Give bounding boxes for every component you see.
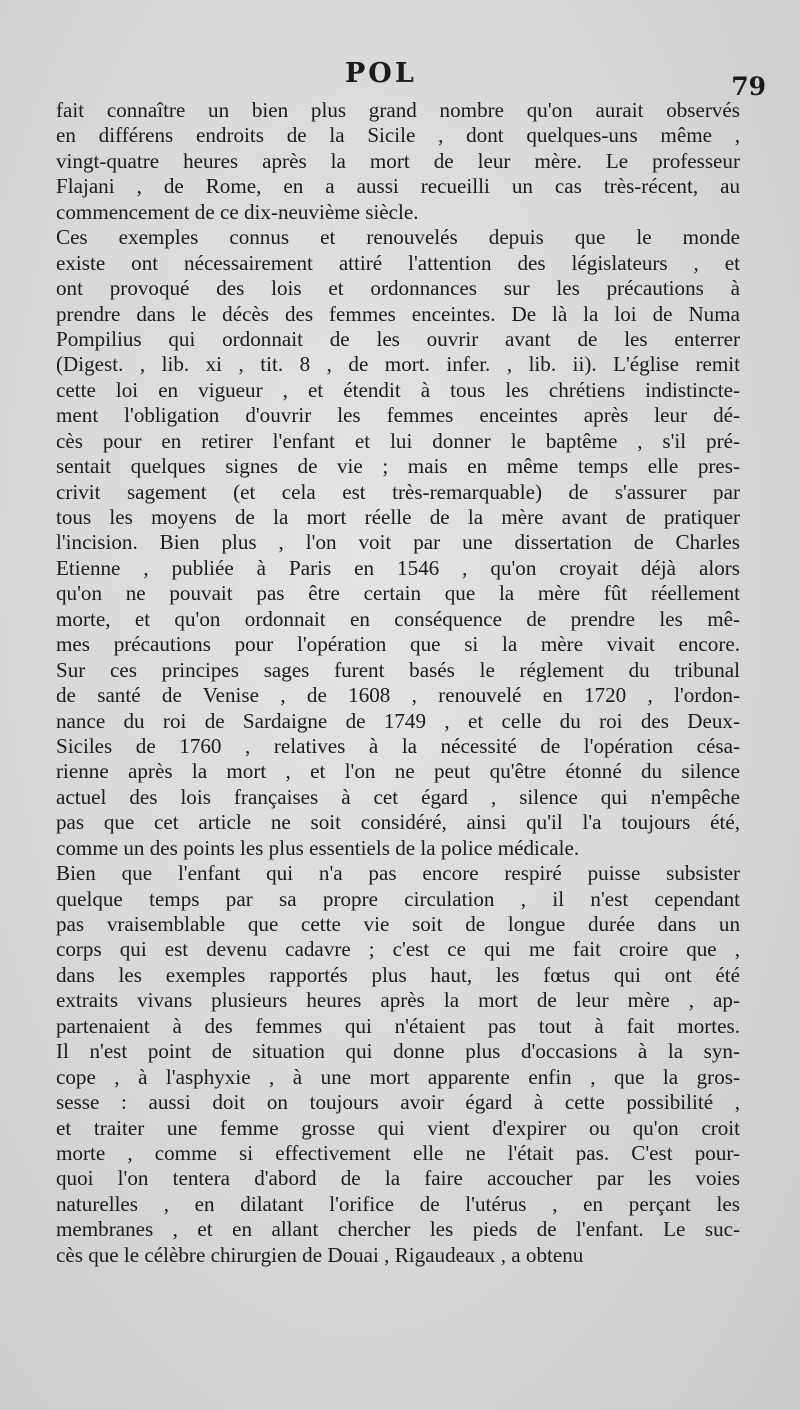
text-line: Sur ces principes sages furent basés le réglement du tribunal [56,657,740,682]
text-line: de santé de Venise , de 1608 , renouvelé en 1720 , l'ordon- [56,683,740,708]
text-line: et traiter une femme grosse qui vient d'expirer ou qu'on croit [56,1115,740,1140]
text-line: cès que le célèbre chirurgien de Douai , Rigaudeaux , a obtenu [56,1242,584,1267]
page-number: 79 [731,72,766,101]
text-line: en différens endroits de la Sicile , dont quelques-uns même , [56,123,740,148]
text-line: l'incision. Bien plus , l'on voit par une dissertation de Charles [56,530,740,555]
text-line: mes précautions pour l'opération que si la mère vivait encore. [56,632,740,657]
text-line: Etienne , publiée à Paris en 1546 , qu'on croyait déjà alors [56,555,740,580]
text-line: crivit sagement (et cela est très-remarquable) de s'assurer par [56,479,740,504]
text-line: morte , comme si effectivement elle ne l'était pas. C'est pour- [56,1140,740,1165]
text-line: sesse : aussi doit on toujours avoir égard à cette possibilité , [56,1090,740,1115]
text-line: pas vraisemblable que cette vie soit de longue durée dans un [56,912,740,936]
text-line: partenaient à des femmes qui n'étaient pas tout à fait mortes. [56,1013,740,1038]
text-line: ont provoqué des lois et ordonnances sur les précautions à [56,276,740,301]
text-line: nance du roi de Sardaigne de 1749 , et celle du roi des Deux- [56,708,740,733]
text-line: naturelles , en dilatant l'orifice de l'utérus , en perçant les [56,1191,740,1216]
text-line: Ces exemples connus et renouvelés depuis que le monde [56,225,740,250]
text-line: prendre dans le décès des femmes enceintes. De là la loi de Numa [56,301,740,326]
text-line: tous les moyens de la mort réelle de la mère avant de pratiquer [56,505,740,529]
text-line: corps qui est devenu cadavre ; c'est ce qui me fait croire que , [56,937,740,962]
text-line: membranes , et en allant chercher les pieds de l'enfant. Le suc- [56,1217,740,1242]
text-line: ment l'obligation d'ouvrir les femmes enceintes après leur dé- [56,403,740,428]
text-line: fait connaître un bien plus grand nombre qu'on aurait observés [56,98,740,122]
text-line: sentait quelques signes de vie ; mais en même temps elle pres- [56,454,740,479]
text-line: pas que cet article ne soit considéré, ainsi qu'il l'a toujours été, [56,810,740,835]
text-line: quoi l'on tentera d'abord de la faire accoucher par les voies [56,1166,740,1191]
text-line: cès pour en retirer l'enfant et lui donner le baptême , s'il pré- [56,428,740,453]
text-line: existe ont nécessairement attiré l'attention des législateurs , et [56,250,740,275]
text-line: actuel des lois françaises à cet égard , silence qui n'empêche [56,784,740,809]
text-line: dans les exemples rapportés plus haut, les fœtus qui ont été [56,962,740,987]
text-line: Pompilius qui ordonnait de les ouvrir avant de les enterrer [56,326,740,351]
text-line: extraits vivans plusieurs heures après la mort de leur mère , ap- [56,988,740,1013]
running-head: POL [345,58,417,89]
text-line: qu'on ne pouvait pas être certain que la mère fût réellement [56,581,740,606]
text-line: Bien que l'enfant qui n'a pas encore respiré puisse subsister [56,861,740,886]
text-line: Il n'est point de situation qui donne plus d'occasions à la syn- [56,1039,740,1064]
text-line: comme un des points les plus essentiels de la police médicale. [56,835,580,860]
text-line: cope , à l'asphyxie , à une mort apparente enfin , que la gros- [56,1064,740,1089]
text-line: Siciles de 1760 , relatives à la nécessité de l'opération césa- [56,733,740,758]
text-line: rienne après la mort , et l'on ne peut qu'être étonné du silence [56,759,740,784]
text-line: vingt-quatre heures après la mort de leur mère. Le professeur [56,148,740,173]
text-line: (Digest. , lib. xi , tit. 8 , de mort. infer. , lib. ii). L'église remit [56,352,740,377]
text-line: morte, et qu'on ordonnait en conséquence de prendre les mê- [56,606,740,631]
text-line: Flajani , de Rome, en a aussi recueilli un cas très-récent, au [56,174,740,199]
text-line: commencement de ce dix-neuvième siècle. [56,199,419,224]
text-line: quelque temps par sa propre circulation , il n'est cependant [56,886,740,911]
text-line: cette loi en vigueur , et étendit à tous les chrétiens indistincte- [56,377,740,402]
body-text [56,98,740,1268]
